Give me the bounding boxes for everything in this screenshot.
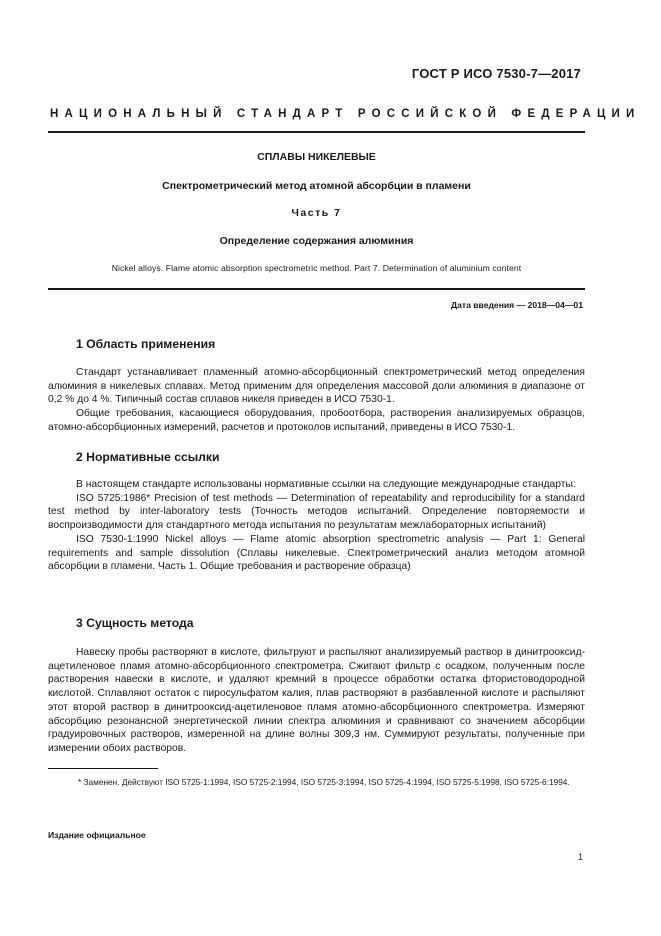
section-1-body bbox=[48, 366, 585, 435]
title-line-1: СПЛАВЫ НИКЕЛЕВЫЕ bbox=[257, 151, 376, 163]
footnote bbox=[48, 775, 585, 789]
section-3-title: 3 Сущность метода bbox=[76, 616, 194, 630]
section-1-paragraph: Стандарт устанавливает пламенный атомно-абсорбционный спектрометрический метод определения алюминия в никелевых сплавах. Метод применим для определения массовой доли алюминия в диапазоне от 0,2 % до 4 %. Типичный состав сплавов никеля приведен в ИСО 7530-1. bbox=[48, 367, 585, 406]
standard-id: ГОСТ Р ИСО 7530-7—2017 bbox=[411, 66, 581, 81]
title-english: Nickel alloys. Flame atomic absorption spectrometric method. Part 7. Determination of aluminium content bbox=[111, 263, 522, 273]
official-edition-label: Издание официальное bbox=[48, 830, 146, 840]
section-2-paragraph: В настоящем стандарте использованы нормативные ссылки на следующие международные стандарты: bbox=[76, 479, 576, 490]
section-2-title: 2 Нормативные ссылки bbox=[76, 450, 220, 464]
normative-reference: ISO 7530-1:1990 Nickel alloys — Flame atomic absorption spectrometric analysis — Part 1: General requirements and sample dissolution (Сплавы никелевые. Спектрометрический анализ методом атомной абсорбции в пламени. Часть 1. Общие требования и растворение образца) bbox=[48, 533, 585, 573]
section-3-body bbox=[48, 646, 585, 756]
footnote-rule bbox=[48, 768, 158, 769]
section-3-paragraph: Навеску пробы растворяют в кислоте, фильтруют и распыляют анализируемый раствор в динитрооксид-ацетиленовое пламя атомно-абсорбционного спектрометра. Сжигают фильтр с осадком, полученным после растворения навески в кислоте, и удаляют кремний в процессе обработки остатка фтористоводородной кислотой. Сплавляют остаток с пиросульфатом калия, плав растворяют в разбавленной кислоте и распыляют этот второй раствор в динитрооксид-ацетиленовое пламя атомно-абсорбционного спектрометра. Измеряют абсорбцию резонансной энергетической линии спектра алюминия и сравнивают со значением абсорбции градуировочных растворов, измеренной на длине волны 309,3 нм. Суммируют результаты, полученные при измерении обоих растворов. bbox=[48, 647, 585, 754]
page-number: 1 bbox=[577, 852, 583, 862]
title-line-4: Определение содержания алюминия bbox=[219, 235, 414, 247]
title-bottom-rule bbox=[48, 288, 585, 290]
introduction-date: Дата введения — 2018—04—01 bbox=[450, 300, 583, 310]
title-line-2: Спектрометрический метод атомной абсорбции в пламени bbox=[162, 180, 471, 192]
normative-reference: ISO 5725:1986* Precision of test methods — Determination of repeatability and reproducibility for a standard test method by inter-laboratory tests (Точность методов испытаний. Определение повторяемости и воспроизводимости для стандартного метода испытания по результатам межлабораторных испытаний) bbox=[48, 492, 585, 532]
footnote-text: * Заменен. Действуют ISO 5725-1:1994, ISO 5725-2:1994, ISO 5725-3:1994, ISO 5725-4:1994, ISO 5725-5:1998, ISO 5725-6:1994. bbox=[78, 777, 570, 787]
section-1-title: 1 Область применения bbox=[76, 337, 216, 351]
title-top-rule bbox=[48, 131, 585, 133]
title-part: Часть 7 bbox=[291, 207, 342, 219]
section-2-body bbox=[48, 478, 585, 574]
section-1-paragraph: Общие требования, касающиеся оборудования, пробоотбора, растворения анализируемых образцов, атомно-абсорбционных измерений, расчетов и протоколов испытаний, приведены в ИСО 7530-1. bbox=[48, 408, 585, 433]
national-standard-banner: НАЦИОНАЛЬНЫЙ СТАНДАРТ РОССИЙСКОЙ ФЕДЕРАЦИИ bbox=[50, 108, 641, 120]
